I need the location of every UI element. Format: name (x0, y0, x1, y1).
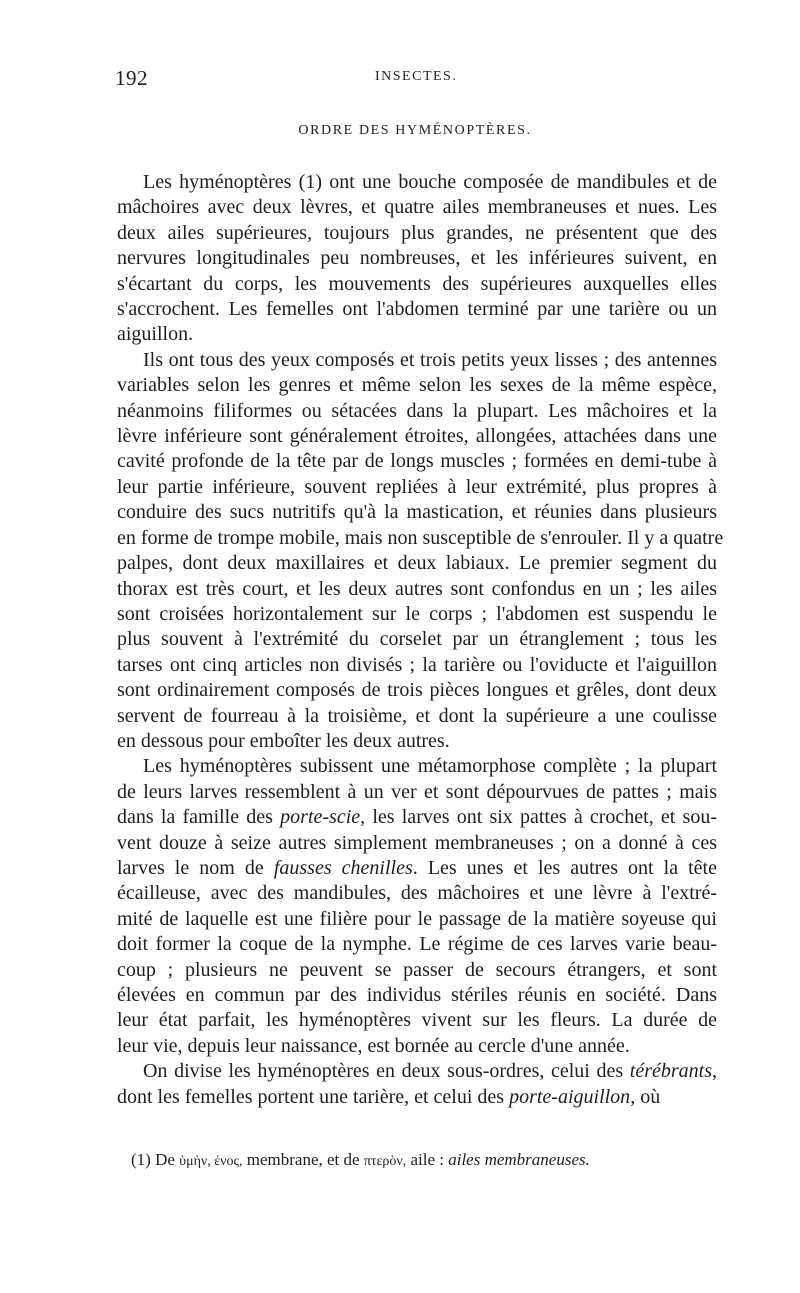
text-line: néanmoins filiformes ou sétacées dans la plupart. Les mâchoires et la (117, 399, 717, 422)
text-segment: larves le nom de (117, 856, 274, 879)
footnote-text-2: aile : (410, 1150, 444, 1169)
text-line: aiguillon. (117, 323, 194, 346)
text-line: sont croisées horizontalement sur le corps ; l'abdomen est suspendu le (117, 602, 717, 625)
text-line: s'écartant du corps, les mouvements des supérieures auxquelles elles (117, 272, 717, 295)
text-segment: dans la famille des (117, 806, 281, 829)
text-line: en forme de trompe mobile, mais non susceptible de s'enrouler. Il y a quatre (117, 526, 724, 549)
text-line: leur partie inférieure, souvent repliées à leur extrémité, plus propres à (117, 475, 717, 498)
text-line: vent douze à seize autres simplement membraneuses ; on a donné à ces (117, 831, 717, 854)
italic-term: porte-scie (280, 806, 361, 829)
text-line: mâchoires avec deux lèvres, et quatre ailes membraneuses et nues. Les (117, 196, 717, 219)
text-line: mité de laquelle est une filière pour le passage de la matière soyeuse qui (117, 907, 717, 930)
text-line: variables selon les genres et même selon les sexes de la même espèce, (117, 374, 717, 397)
paragraph (117, 754, 717, 1059)
text-line: sont ordinairement composés de trois pièces longues et grêles, dont deux (117, 679, 717, 702)
running-title: INSECTES. (375, 69, 458, 84)
text-segment: , où (630, 1085, 661, 1108)
text-line (117, 1059, 717, 1084)
text-line: plus souvent à l'extrémité du corselet par un étranglement ; tous les (117, 628, 717, 651)
paragraph (117, 348, 724, 755)
italic-term: térébrants (629, 1060, 712, 1083)
text-line: s'accrochent. Les femelles ont l'abdomen terminé par une tarière ou un (117, 298, 717, 321)
text-segment: dont les femelles portent une tarière, et celui des (117, 1085, 510, 1108)
text-line: Ils ont tous des yeux composés et trois petits yeux lisses ; des antennes (143, 348, 717, 371)
text-line: lèvre inférieure sont généralement étroites, allongées, attachées dans une (117, 425, 717, 448)
body-text (117, 170, 724, 1110)
text-line: en dessous pour emboîter les deux autres. (117, 729, 450, 752)
text-line: écailleuse, avec des mandibules, des mâchoires et une lèvre à l'extré- (117, 882, 717, 905)
text-segment: , (712, 1060, 717, 1083)
section-title: ORDRE DES HYMÉNOPTÈRES. (298, 123, 532, 138)
text-segment: . Les unes et les autres ont la tête (412, 856, 717, 879)
paragraph (117, 1059, 717, 1110)
text-line: élevées en commun par des individus stériles réunis en société. Dans (117, 984, 717, 1006)
text-line: cavité profonde de la tête par de longs muscles ; formées en demi-tube à (117, 450, 717, 473)
footnote-text-1: membrane, et de (246, 1150, 360, 1169)
paragraph (117, 170, 717, 348)
text-segment: On divise les hyménoptères en deux sous-ordres, celui des (143, 1060, 630, 1083)
footnote-italic: ailes membraneuses. (448, 1150, 590, 1169)
text-line (117, 805, 717, 830)
text-line: leur vie, depuis leur naissance, est bornée au cercle d'une année. (117, 1034, 630, 1057)
footnote (131, 1150, 721, 1170)
text-line: de leurs larves ressemblent à un ver et sont dépourvues de pattes ; mais (117, 780, 717, 803)
text-line: thorax est très court, et les deux autres sont confondus en un ; les ailes (117, 577, 717, 600)
text-line: nervures longitudinales peu nombreuses, et les inférieures suivent, en (117, 247, 717, 270)
text-line (117, 1085, 717, 1110)
page-number: 192 (115, 66, 148, 90)
text-line: coup ; plusieurs ne peuvent se passer de secours étrangers, et sont (117, 958, 717, 981)
text-line: Les hyménoptères (1) ont une bouche composée de mandibules et de (143, 171, 717, 193)
text-line: conduire des sucs nutritifs qu'à la mastication, et réunies dans plusieurs (117, 501, 717, 524)
text-segment: , les larves ont six pattes à crochet, et sou- (360, 806, 717, 829)
text-line: leur état parfait, les hyménoptères vivent sur les fleurs. La durée de (117, 1009, 717, 1032)
footnote-marker: (1) De (131, 1150, 175, 1169)
footnote-greek-1: ὑμὴν, ένος, (179, 1154, 243, 1169)
italic-term: fausses chenilles (273, 856, 413, 879)
text-line: tarses ont cinq articles non divisés ; la tarière ou l'oviducte et l'aiguillon (117, 653, 717, 676)
italic-term: porte-aiguillon (509, 1085, 631, 1108)
running-head (115, 66, 715, 96)
text-line: palpes, dont deux maxillaires et deux labiaux. Le premier segment du (117, 552, 717, 575)
text-line (117, 856, 717, 881)
text-line: doit former la coque de la nymphe. Le régime de ces larves varie beau- (117, 933, 717, 956)
text-line: Les hyménoptères subissent une métamorphose complète ; la plupart (143, 755, 717, 778)
text-line: deux ailes supérieures, toujours plus grandes, ne présentent que des (117, 221, 717, 244)
footnote-greek-2: πτερὸν, (363, 1154, 407, 1169)
text-line: servent de fourreau à la troisième, et dont la supérieure a une coulisse (117, 704, 717, 727)
